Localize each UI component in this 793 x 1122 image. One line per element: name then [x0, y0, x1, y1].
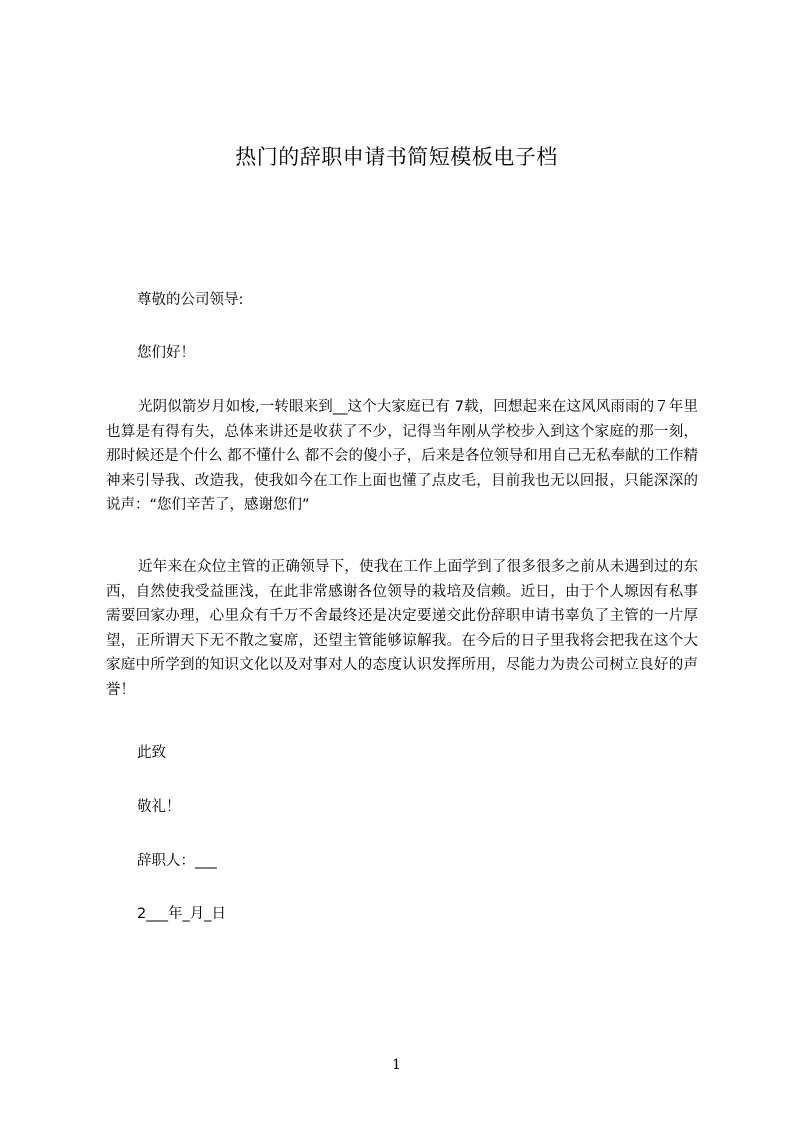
signer-line: 辞职人：___ — [137, 853, 217, 869]
salutation: 尊敬的公司领导: — [137, 292, 244, 308]
page-number: 1 — [392, 1057, 401, 1073]
document-title: 热门的辞职申请书简短模板电子档 — [235, 145, 558, 169]
body-paragraph-2: 近年来在众位主管的正确领导下，使我在工作上面学到了很多很多之前从未遇到过的东西，自然使我受益匪浅，在此非常感谢各位领导的栽培及信赖。近日，由于个人塬因有私事需要回家办理，心里众有千万不舍最终还是决定要递交此份辞职申请书辜负了主管的一片厚望，正所谓天下无不散之宴席，还望主管能够谅解我。在今后的日子里我将会把我在这个大家庭中所学到的知识文化以及对事对人的态度认识发挥所用，尽能力为贵公司树立良好的声誉！ — [106, 559, 698, 698]
date-line: 2___年_月_日 — [137, 906, 226, 922]
closing-phrase: 此致 — [137, 745, 166, 761]
regards-phrase: 敬礼！ — [137, 799, 181, 815]
body-paragraph-1: 光阴似箭岁月如梭,一转眼来到__这个大家庭已有 7载，回想起来在这风风雨雨的７年里也算是有得有失，总体来讲还是收获了不少，记得当年刚从学校步入到这个家庭的那一刻，那时候还是个什么 都不懂什么 都不会的傻小子，后来是各位领导和用自己无私奉献的工作精神来引导我、改造我，使我如今在工作上面也懂了点皮毛，目前我也无以回报，只能深深的说声：“您们辛苦了，感谢您们” — [106, 399, 698, 513]
greeting: 您们好！ — [137, 345, 195, 361]
